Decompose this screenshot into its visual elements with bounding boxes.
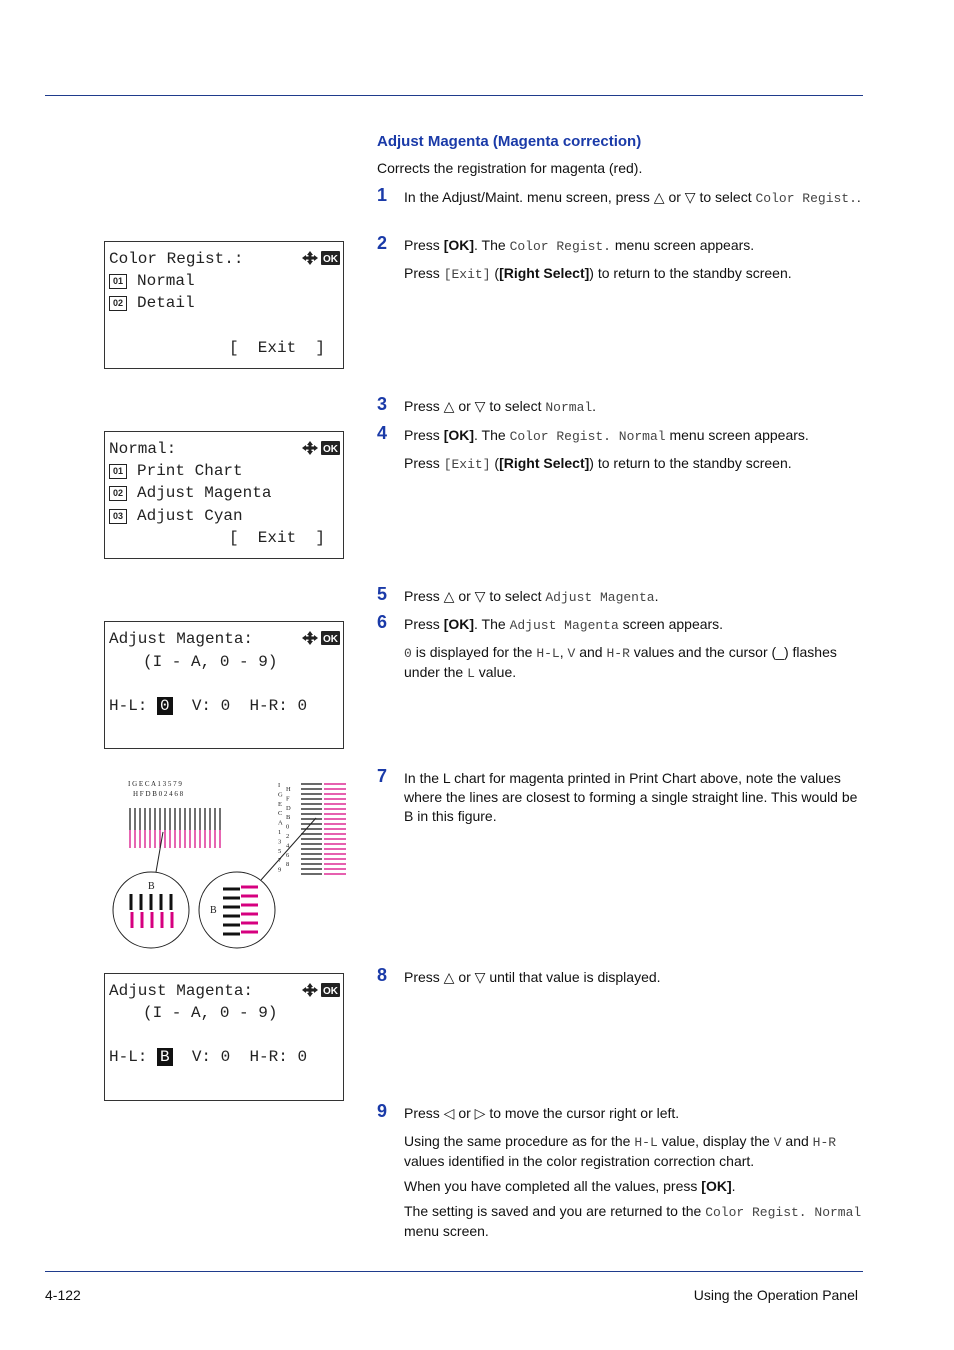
chart-col2-letter: 2 (286, 833, 290, 840)
lcd-title: Adjust Magenta: (109, 630, 254, 648)
step-number: 3 (377, 394, 388, 414)
chart-col1-letter: A (278, 819, 283, 827)
svg-text:OK: OK (323, 444, 338, 455)
menu-item-adjust-cyan[interactable]: Adjust Cyan (137, 507, 243, 525)
menu-item-print-chart[interactable]: Print Chart (137, 462, 243, 480)
step-6: 6 Press [OK]. The Adjust Magenta screen appears. 0 is displayed for the H-L, V and H-R values and the cursor (_) flashes under the L value. (377, 612, 837, 681)
step-number: 8 (377, 965, 388, 985)
lcd-adjust-magenta-initial (104, 621, 344, 749)
step-number: 9 (377, 1101, 388, 1121)
section-heading: Adjust Magenta (Magenta correction) (377, 133, 642, 150)
chart-col2-letter: B (286, 814, 291, 822)
bottom-rule (45, 1271, 863, 1272)
chart-col1-letter: C (278, 810, 283, 818)
step-2: 2 Press [OK]. The Color Regist. menu screen appears. Press [Exit] ([Right Select]) to return to the standby screen. (377, 233, 792, 282)
lcd-color-regist (104, 241, 344, 369)
value-range: (I - A, 0 - 9) (143, 653, 278, 671)
menu-item-normal[interactable]: Normal (137, 272, 195, 290)
hl-value-cursor[interactable]: 0 (157, 697, 173, 715)
marker-b-left: B (148, 881, 155, 892)
v-hr-values: V: 0 H-R: 0 (172, 1048, 308, 1066)
step-8: 8 Press △ or ▽ until that value is displayed. (377, 965, 661, 985)
chart-col1-letter: 3 (278, 838, 282, 846)
step-number: 4 (377, 423, 388, 443)
step-1: 1 In the Adjust/Maint. menu screen, press △ or ▽ to select Color Regist.. (377, 185, 861, 206)
chart-col1-letter: E (278, 800, 282, 808)
chart-col1-letter: G (278, 791, 283, 799)
hl-label: H-L: (109, 1048, 148, 1066)
chart-col1-letter: 5 (278, 847, 282, 855)
chart-col2-letter: D (286, 804, 291, 812)
chart-col1-letter: I (278, 782, 281, 789)
chart-col2-letter: 6 (286, 851, 290, 859)
chart-col2-letter: 8 (286, 861, 290, 869)
chart-bottom-letters: H F D B 0 2 4 6 8 (133, 790, 184, 798)
hl-label: H-L: (109, 697, 148, 715)
chart-col2-letter: H (286, 786, 291, 793)
lcd-title: Color Regist.: (109, 250, 244, 268)
key-2-icon: 02 (109, 486, 127, 501)
marker-b-right: B (210, 905, 217, 916)
step-3: 3 Press △ or ▽ to select Normal. (377, 394, 597, 415)
step-number: 2 (377, 233, 388, 253)
section-title: Using the Operation Panel (693, 1287, 858, 1303)
top-rule (45, 95, 863, 96)
chart-top-letters: I G E C A 1 3 5 7 9 (128, 780, 182, 788)
chart-col2-letter: 0 (286, 823, 290, 831)
lcd-title: Adjust Magenta: (109, 982, 254, 1000)
v-hr-values: V: 0 H-R: 0 (172, 697, 308, 715)
chart-col2-letter: F (286, 795, 290, 803)
nav-ok-icon (302, 441, 340, 455)
lcd-normal (104, 431, 344, 559)
exit-softkey[interactable]: [ Exit ] (229, 339, 326, 357)
step-7: 7 In the L chart for magenta printed in Print Chart above, note the values where the lines are closest to forming a single straight line. This would be B in this figure. (377, 766, 858, 824)
step-number: 7 (377, 766, 388, 786)
exit-softkey[interactable]: [ Exit ] (229, 529, 326, 547)
lcd-title: Normal: (109, 440, 177, 458)
l-chart-illustration (108, 772, 360, 952)
key-1-icon: 01 (109, 464, 127, 479)
hl-value-cursor[interactable]: B (157, 1048, 173, 1066)
svg-text:OK: OK (323, 634, 338, 645)
step-5: 5 Press △ or ▽ to select Adjust Magenta. (377, 584, 659, 605)
key-1-icon: 01 (109, 274, 127, 289)
key-2-icon: 02 (109, 296, 127, 311)
chart-col1-letter: 7 (278, 857, 282, 865)
lcd-adjust-magenta-b (104, 973, 344, 1101)
chart-col1-letter: 1 (278, 829, 282, 836)
nav-ok-icon (302, 251, 340, 265)
key-3-icon: 03 (109, 509, 127, 524)
nav-ok-icon (302, 983, 340, 997)
chart-col1-letter: 9 (278, 866, 282, 874)
svg-text:OK: OK (323, 254, 338, 265)
intro-text: Corrects the registration for magenta (red). (377, 160, 643, 176)
step-4: 4 Press [OK]. The Color Regist. Normal menu screen appears. Press [Exit] ([Right Select]) to return to the standby screen. (377, 423, 809, 472)
chart-col2-letter: 4 (286, 842, 290, 850)
nav-ok-icon (302, 631, 340, 645)
step-number: 5 (377, 584, 388, 604)
step-number: 6 (377, 612, 388, 632)
value-range: (I - A, 0 - 9) (143, 1004, 278, 1022)
step-number: 1 (377, 185, 388, 205)
menu-item-detail[interactable]: Detail (137, 294, 195, 312)
step-9: 9 Press ◁ or ▷ to move the cursor right or left. Using the same procedure as for the H-L value, display the V and H-R values identified in the color registration correction chart. When you have completed all the values, press [OK]. The setting is saved and you are returned to the Color Regist. Normal menu screen. (377, 1101, 862, 1239)
menu-item-adjust-magenta[interactable]: Adjust Magenta (137, 484, 272, 502)
page-number: 4-122 (45, 1287, 81, 1303)
svg-text:OK: OK (323, 986, 338, 997)
